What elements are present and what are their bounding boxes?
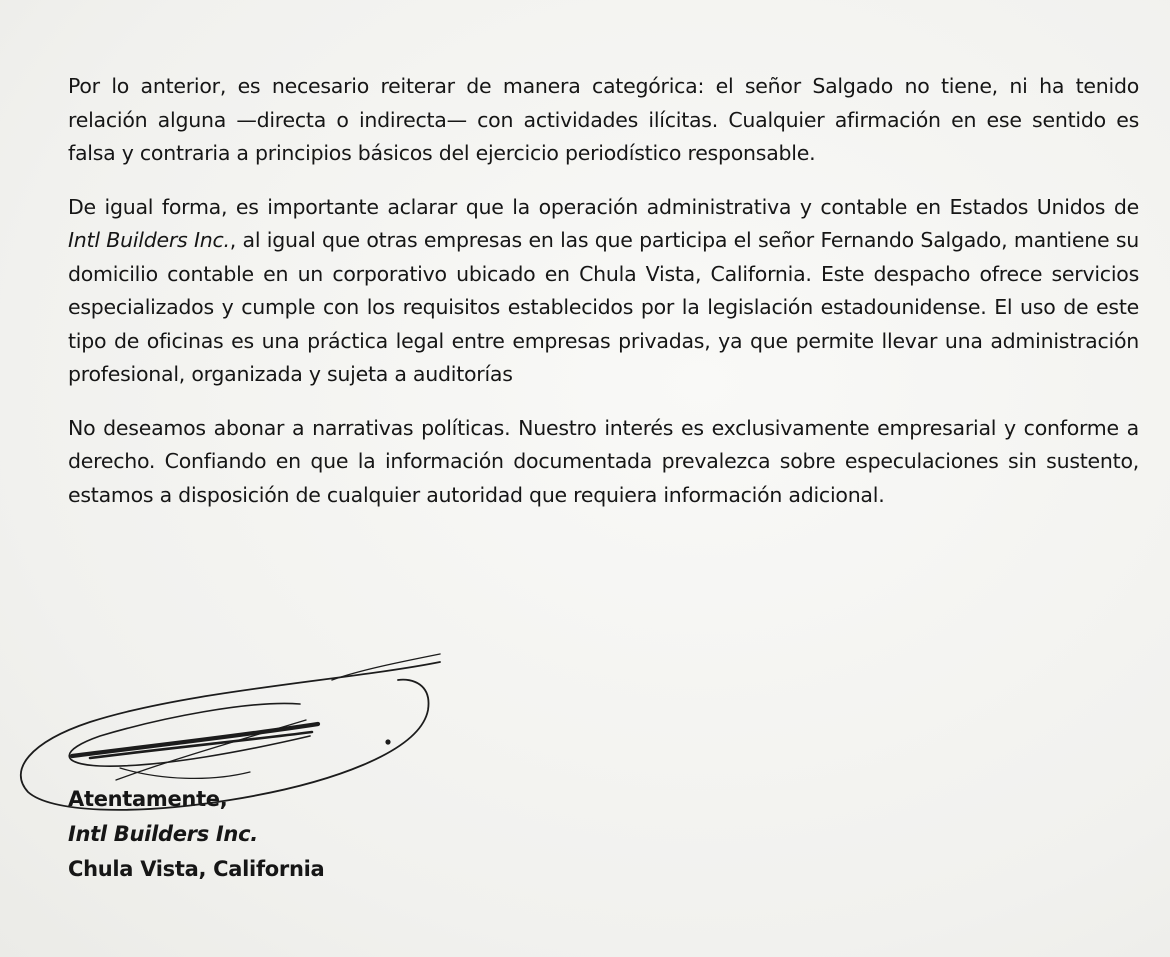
closing-location: Chula Vista, California bbox=[68, 857, 325, 881]
paragraph-operations-end: , al igual que otras empresas en las que participa el señor Fernando Salgado, mantiene su domicilio contable en un corporativo ubicado en Chula Vista, California. Este despacho ofrece servicios especializados y cumple con los requisitos establecidos por la legislación estadounidense. El uso de este tipo de oficinas es una práctica legal entre empresas privadas, ya que permite llevar una administración profesional, organizada y sujeta a auditorías bbox=[68, 228, 1139, 386]
paragraph-operations-start: De igual forma, es importante aclarar que la operación administrativa y contable en Estados Unidos de bbox=[68, 194, 1139, 219]
paragraph-denial: Por lo anterior, es necesario reiterar de manera categórica: el señor Salgado no tiene, ni ha tenido relación alguna —directa o indirecta— con actividades ilícitas. Cualquier afirmación en ese sentido es falsa y contraria a principios básicos del ejercicio periodístico responsable. bbox=[68, 74, 1139, 165]
closing-block bbox=[68, 782, 324, 887]
letter-body bbox=[68, 70, 1139, 512]
paragraph-operations bbox=[68, 191, 1139, 392]
closing-salutation: Atentamente, bbox=[68, 787, 228, 811]
paragraph-closing-statement: No deseamos abonar a narrativas políticas. Nuestro interés es exclusivamente empresarial y conforme a derecho. Confiando en que la información documentada prevalezca sobre especulaciones sin sustento, estamos a disposición de cualquier autoridad que requiera información adicional. bbox=[68, 415, 1139, 507]
company-name-inline: Intl Builders Inc. bbox=[68, 228, 230, 252]
closing-company: Intl Builders Inc. bbox=[68, 822, 258, 846]
